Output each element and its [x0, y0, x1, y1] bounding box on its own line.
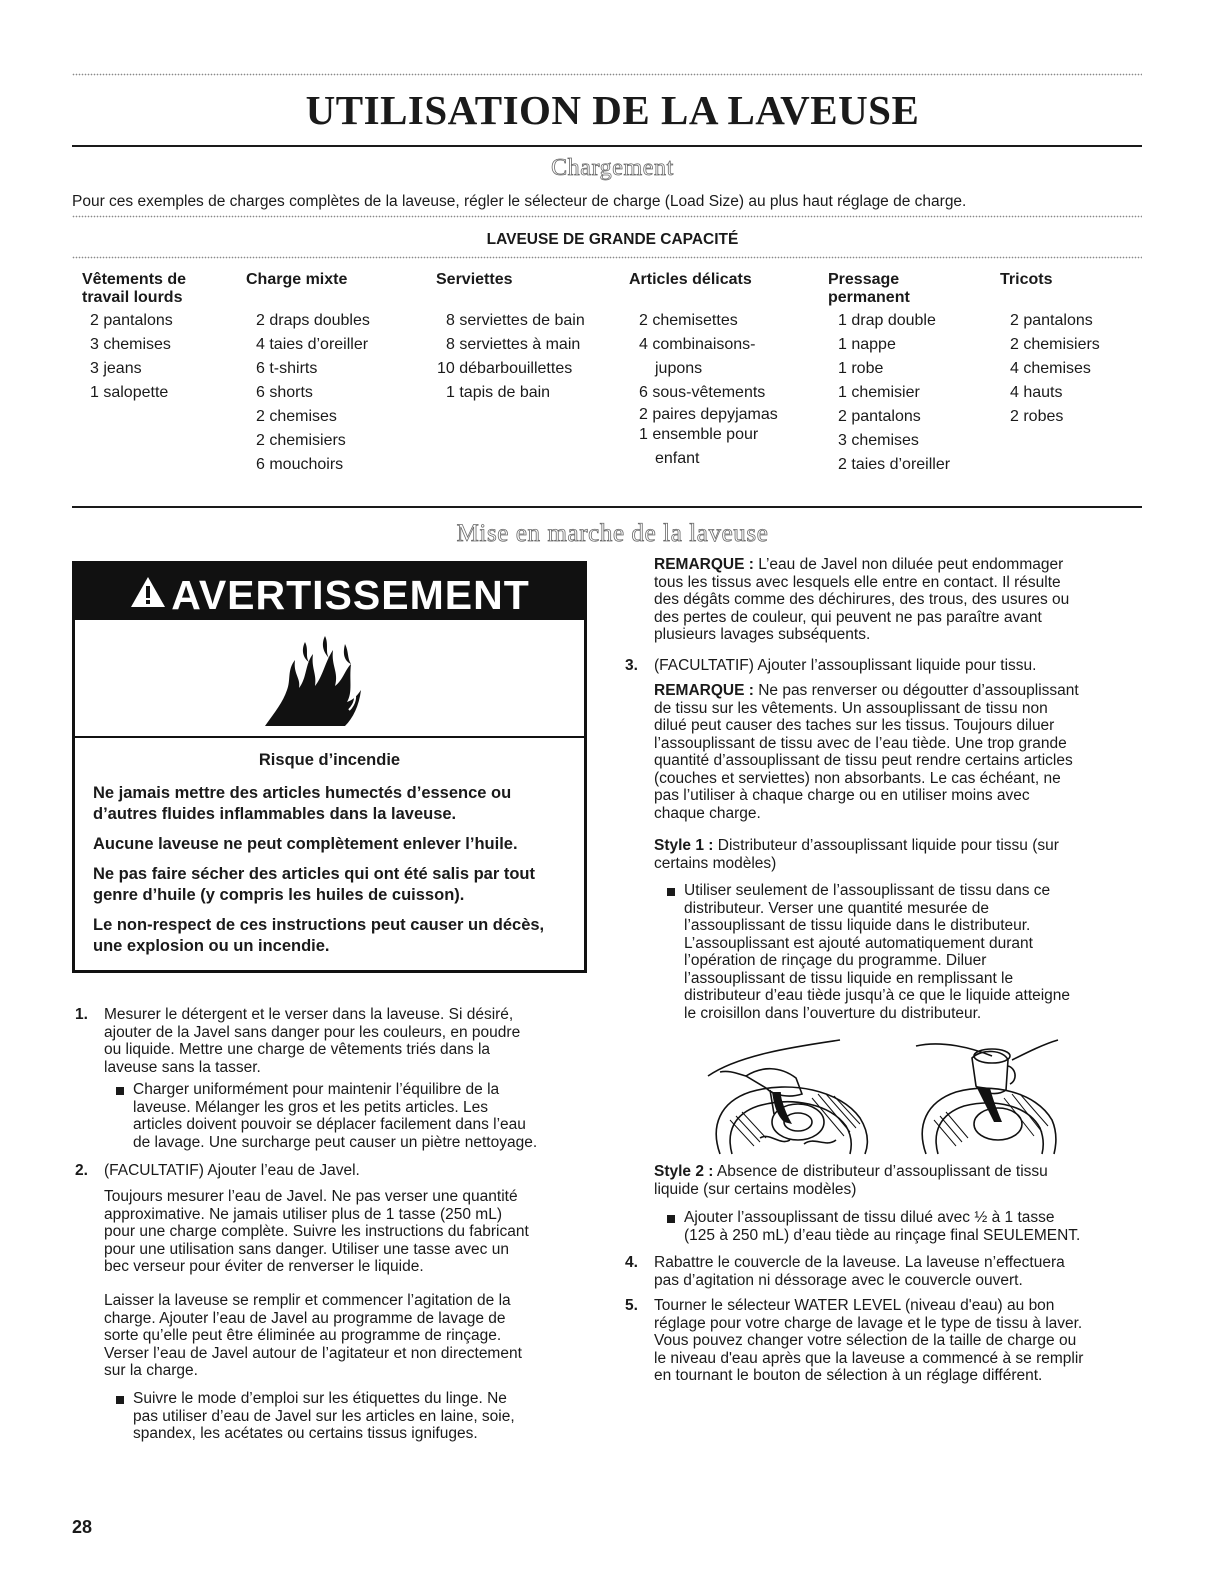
style-1: Style 1 : Distributeur d’assouplissant liquide pour tissu (sur certains modèles) — [654, 837, 1059, 872]
note-softener: REMARQUE : Ne pas renverser ou dégoutter d’assouplissant de tissu sur les vêtements. Un assouplissant de tissu non dilué peut causer des taches sur les tissus. Toujours diluer l’assouplissant de tissu avec de l’eau tiède. Une trop grande quantité d’assouplissant de tissu peut rendre certains articles (couches et serviettes) non absorbants. Le cas échéant, ne pas l’utiliser à chaque charge ou en utiliser moins avec chaque charge. — [654, 682, 1079, 822]
step-number: 1. — [75, 1006, 88, 1023]
list-item: 2 taies d’oreiller — [838, 456, 951, 473]
step-number: 2. — [75, 1162, 88, 1179]
step-1-bullet: Charger uniformément pour maintenir l’équilibre de la laveuse. Mélanger les gros et les petits articles. Les articles doivent pouvoir se déplacer facilement dans l’eau de lavage. Une surcharge peut causer un piètre nettoyage. — [133, 1081, 538, 1151]
softener-dispenser-illustration — [700, 1036, 875, 1156]
step-2-text: (FACULTATIF) Ajouter l’eau de Javel. — [104, 1162, 360, 1179]
title-underline — [72, 145, 1142, 147]
list-item: 1 salopette — [90, 384, 169, 401]
list-item: 4 taies d’oreiller — [256, 336, 369, 353]
list-item: 1 nappe — [838, 336, 896, 353]
page-title: UTILISATION DE LA LAVEUSE — [305, 87, 920, 133]
list-item: 4 chemises — [1010, 360, 1091, 377]
list-item: 2 pantalons — [838, 408, 921, 425]
list-item: 3 chemises — [838, 432, 919, 449]
list-item: 3 chemises — [90, 336, 171, 353]
section-title-loading: Chargement — [551, 155, 674, 181]
dotted-rule — [72, 256, 1142, 259]
fire-hazard-icon — [253, 630, 373, 730]
step-number: 5. — [625, 1297, 638, 1314]
list-item: 4 hauts — [1010, 384, 1063, 401]
style-2-bullet: Ajouter l’assouplissant de tissu dilué avec ½ à 1 tasse (125 à 250 mL) d’eau tiède au rinçage final SEULEMENT. — [684, 1209, 1081, 1244]
step-number: 3. — [625, 657, 638, 674]
list-item: 1 chemisier — [838, 384, 920, 401]
bullet-icon — [667, 888, 675, 896]
warning-risk-title: Risque d’incendie — [258, 751, 401, 769]
list-item: 10 débarbouillettes — [437, 360, 573, 377]
list-item: 1 drap double — [838, 312, 936, 329]
section-rule — [72, 506, 1142, 508]
warning-header: AVERTISSEMENT — [75, 564, 584, 620]
step-number: 4. — [625, 1254, 638, 1271]
list-item: 6 mouchoirs — [256, 456, 344, 473]
load-column-delicates: Articles délicats 2 chemisettes 4 combinaisons- jupons 6 sous-vêtements 2 paires depyjamas 1 ensemble pour enfant — [629, 271, 819, 471]
bullet-icon — [116, 1396, 124, 1404]
step-4-text: Rabattre le couvercle de la laveuse. La laveuse n’effectuera pas d’agitation ni déssorage avec le couvercle ouvert. — [654, 1254, 1065, 1289]
softener-cup-illustration — [912, 1036, 1062, 1156]
step-2-bullet: Suivre le mode d’emploi sur les étiquettes du linge. Ne pas utiliser d’eau de Javel sur les articles en laine, soie, spandex, les acétates ou certains tissus ignifuges. — [133, 1390, 515, 1442]
top-dotted-rule — [72, 73, 1142, 76]
list-item: 8 serviettes de bain — [446, 312, 585, 329]
load-column-heavy: Vêtements de travail lourds 2 pantalons 3 chemises 3 jeans 1 salopette — [82, 271, 232, 405]
loading-intro: Pour ces exemples de charges complètes de la laveuse, régler le sélecteur de charge (Load Size) au plus haut réglage de charge. — [72, 193, 967, 210]
step-3-text: (FACULTATIF) Ajouter l’assouplissant liquide pour tissu. — [654, 657, 1037, 674]
list-item: 2 chemisettes — [639, 312, 738, 329]
list-item: 2 draps doubles — [256, 312, 370, 329]
list-item: 8 serviettes à main — [446, 336, 581, 353]
list-item: 6 sous-vêtements — [639, 384, 766, 401]
style-2: Style 2 : Absence de distributeur d’assouplissant de tissu liquide (sur certains modèles) — [654, 1163, 1048, 1198]
step-5-text: Tourner le sélecteur WATER LEVEL (niveau d'eau) au bon réglage pour votre charge de lavage et le type de tissu à laver. Vous pouvez changer votre sélection de la taille de charge ou le niveau d'eau après que la laveuse a commencé à se remplir en tournant le bouton de sélection à un réglage différent. — [654, 1297, 1084, 1384]
list-item: 6 shorts — [256, 384, 313, 401]
list-item: 2 robes — [1010, 408, 1064, 425]
dotted-rule — [72, 215, 1142, 218]
table-title: LAVEUSE DE GRANDE CAPACITÉ — [486, 231, 739, 248]
style-1-bullet: Utiliser seulement de l’assouplissant de tissu dans ce distributeur. Verser une quantité mesurée de l’assouplissant de tissu liquide dans le distributeur. L’assouplissant est ajouté automatiquement durant l’opération de rinçage du programme. Diluer l’assouplissant de tissu liquide en remplissant le distributeur d’eau tiède jusqu’à ce que le liquide atteigne le croisillon dans l’ouverture du distributeur. — [684, 882, 1071, 1022]
load-column-permanent-press: Pressage permanent 1 drap double 1 nappe 1 robe 1 chemisier 2 pantalons 3 chemises 2 taies d’oreiller — [828, 271, 998, 477]
list-item: 2 chemises — [256, 408, 337, 425]
list-item: 6 t-shirts — [256, 360, 318, 377]
warning-line: Ne pas faire sécher des articles qui ont été salis par tout genre d’huile (y compris les huiles de cuisson). — [93, 865, 535, 904]
bullet-icon — [116, 1087, 124, 1095]
list-item: 2 paires depyjamas — [639, 406, 778, 423]
section-title-starting: Mise en marche de la laveuse — [456, 520, 769, 547]
warning-box — [72, 561, 587, 973]
page-number: 28 — [72, 1517, 93, 1537]
bullet-icon — [667, 1215, 675, 1223]
note-bleach: REMARQUE : L’eau de Javel non diluée peut endommager tous les tissus avec lesquels elle entre en contact. Il résulte des dégâts comme des déchirures, des trous, des usures ou des pertes de couleur, qui peuvent ne pas paraître avant plusieurs lavages subséquents. — [654, 556, 1070, 643]
list-item: enfant — [655, 450, 700, 467]
list-item: 1 robe — [838, 360, 884, 377]
list-item: 2 chemisiers — [1010, 336, 1100, 353]
list-item: jupons — [655, 360, 703, 377]
warning-line: Aucune laveuse ne peut complètement enlever l’huile. — [93, 835, 518, 853]
list-item: 2 pantalons — [1010, 312, 1093, 329]
warning-line: Le non-respect de ces instructions peut causer un décès, une explosion ou un incendie. — [93, 916, 545, 955]
load-column-towels: Serviettes 8 serviettes de bain 8 serviettes à main 10 débarbouillettes 1 tapis de bain — [436, 271, 626, 405]
warning-line: Ne jamais mettre des articles humectés d’essence ou d’autres fluides inflammables dans la laveuse. — [93, 784, 512, 823]
list-item: 3 jeans — [90, 360, 142, 377]
load-column-mixed: Charge mixte 2 draps doubles 4 taies d’oreiller 6 t-shirts 6 shorts 2 chemises 2 chemisiers 6 mouchoirs — [246, 271, 426, 477]
warning-triangle-icon — [129, 567, 167, 623]
load-column-knits: Tricots 2 pantalons 2 chemisiers 4 chemises 4 hauts 2 robes — [1000, 271, 1140, 429]
list-item: 2 pantalons — [90, 312, 173, 329]
list-item: 4 combinaisons- — [639, 336, 756, 353]
list-item: 2 chemisiers — [256, 432, 346, 449]
list-item: 1 tapis de bain — [446, 384, 551, 401]
list-item: 1 ensemble pour — [639, 426, 759, 443]
step-2-paragraph-1: Toujours mesurer l’eau de Javel. Ne pas verser une quantité approximative. Ne jamais utiliser plus de 1 tasse (250 mL) pour une charge complète. Suivre les instructions du fabricant pour une utilisation sans danger. Utiliser une tasse avec un bec verseur pour éviter de renverser le liquide. — [104, 1188, 529, 1275]
step-2-paragraph-2: Laisser la laveuse se remplir et commencer l’agitation de la charge. Ajouter l’eau de Javel au programme de lavage de sorte qu’elle peut être éliminée au programme de rinçage. Verser l’eau de Javel autour de l’agitateur et non directement sur la charge. — [104, 1292, 522, 1379]
step-1-text: Mesurer le détergent et le verser dans la laveuse. Si désiré, ajouter de la Javel sans danger pour les couleurs, en poudre ou liquide. Mettre une charge de vêtements triés dans la laveuse sans la tasser. — [104, 1006, 521, 1076]
